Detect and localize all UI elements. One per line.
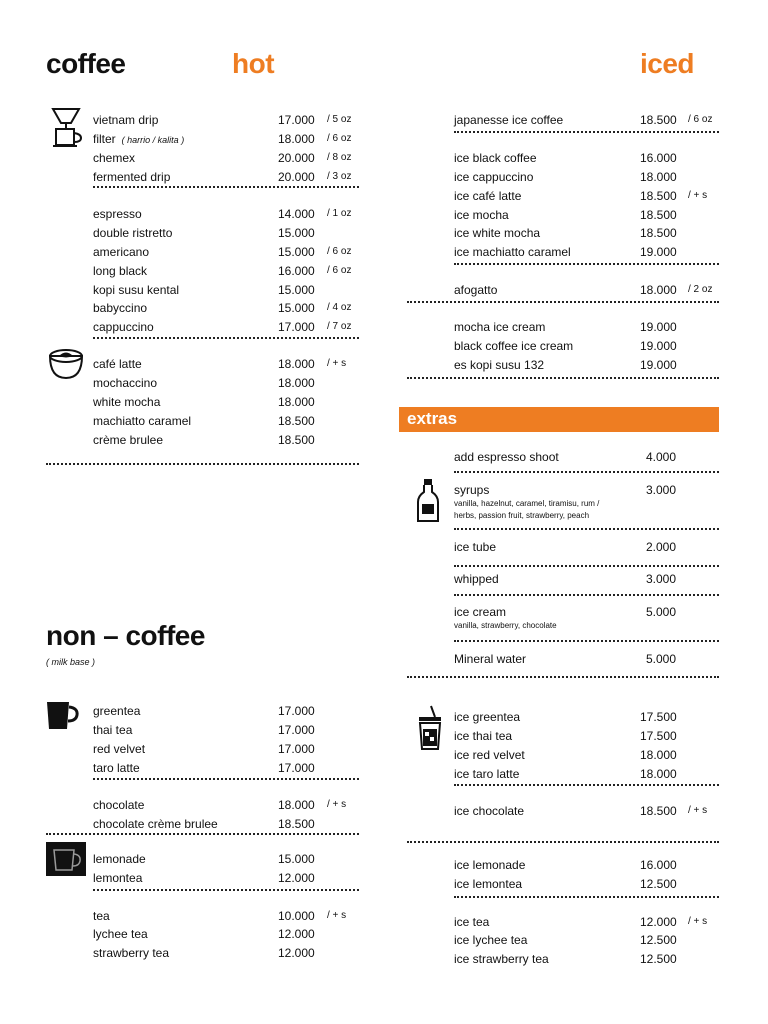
item-name-text: strawberry tea bbox=[93, 946, 170, 960]
menu-item bbox=[93, 740, 367, 758]
item-name-text: ice cappuccino bbox=[454, 170, 534, 184]
extra-description: herbs, passion fruit, strawberry, peach bbox=[454, 511, 590, 520]
item-name-text: ice tea bbox=[454, 915, 490, 929]
item-name-text: ice café latte bbox=[454, 189, 522, 203]
menu-item bbox=[93, 355, 367, 373]
extra-name: add espresso shoot bbox=[454, 450, 559, 464]
item-name bbox=[454, 746, 525, 764]
item-name bbox=[93, 944, 169, 962]
extra-item bbox=[454, 650, 684, 668]
mug-icon bbox=[44, 698, 80, 732]
item-price: 18.000 bbox=[278, 376, 315, 390]
item-price: 12.500 bbox=[640, 933, 677, 947]
menu-item bbox=[93, 702, 367, 720]
item-name bbox=[454, 149, 537, 167]
item-name bbox=[93, 907, 110, 925]
item-name bbox=[454, 356, 544, 374]
menu-item bbox=[93, 925, 367, 943]
item-name-text: lychee tea bbox=[93, 927, 148, 941]
item-size: / 6 oz bbox=[327, 265, 352, 276]
divider bbox=[454, 636, 719, 644]
menu-item bbox=[93, 224, 367, 242]
item-name-text: americano bbox=[93, 245, 150, 259]
divider bbox=[454, 467, 719, 475]
item-price: 15.000 bbox=[278, 301, 315, 315]
extra-price: 4.000 bbox=[646, 450, 677, 464]
item-name bbox=[454, 802, 524, 820]
item-name-text: chocolate crème brulee bbox=[93, 817, 218, 831]
item-name-text: ice red velvet bbox=[454, 748, 525, 762]
item-name-text: kopi susu kental bbox=[93, 283, 180, 297]
item-name bbox=[93, 111, 158, 129]
item-name bbox=[93, 130, 184, 149]
item-size: / 4 oz bbox=[327, 302, 352, 313]
item-size: / 7 oz bbox=[327, 321, 352, 332]
menu-item bbox=[454, 168, 728, 186]
divider bbox=[454, 590, 719, 598]
menu-item bbox=[454, 727, 728, 745]
item-price: 18.000 bbox=[278, 132, 315, 146]
item-price: 19.000 bbox=[640, 245, 677, 259]
menu-item bbox=[454, 206, 728, 224]
menu-item bbox=[454, 950, 728, 968]
item-price: 15.000 bbox=[278, 245, 315, 259]
item-size: / + s bbox=[688, 190, 708, 201]
extra-name: Mineral water bbox=[454, 652, 527, 666]
divider bbox=[46, 829, 359, 837]
item-size: / + s bbox=[688, 805, 708, 816]
menu-item bbox=[454, 708, 728, 726]
divider bbox=[454, 259, 719, 267]
divider bbox=[407, 297, 719, 305]
menu-item bbox=[93, 130, 367, 148]
item-size: / 8 oz bbox=[327, 152, 352, 163]
bottle-icon bbox=[416, 478, 440, 524]
item-price: 18.000 bbox=[640, 767, 677, 781]
item-name bbox=[454, 875, 522, 893]
divider bbox=[93, 774, 359, 782]
extra-name: ice cream bbox=[454, 605, 507, 619]
item-name bbox=[454, 708, 520, 726]
item-price: 17.500 bbox=[640, 710, 677, 724]
divider bbox=[454, 127, 719, 135]
item-price: 18.500 bbox=[640, 804, 677, 818]
item-name-text: tea bbox=[93, 909, 110, 923]
extra-description: vanilla, strawberry, chocolate bbox=[454, 621, 557, 630]
extra-item bbox=[454, 538, 684, 556]
menu-item bbox=[93, 431, 367, 449]
item-price: 18.500 bbox=[278, 414, 315, 428]
divider bbox=[407, 837, 719, 845]
menu-item bbox=[93, 944, 367, 962]
menu-item bbox=[454, 356, 728, 374]
item-price: 19.000 bbox=[640, 320, 677, 334]
milk-base-note: ( milk base ) bbox=[46, 657, 96, 667]
item-name bbox=[454, 206, 509, 224]
menu-item bbox=[93, 374, 367, 392]
glass-cup-icon bbox=[46, 842, 86, 876]
item-price: 19.000 bbox=[640, 339, 677, 353]
menu-item bbox=[93, 243, 367, 261]
extra-price: 2.000 bbox=[646, 540, 677, 554]
menu-item bbox=[93, 393, 367, 411]
item-name-text: ice greentea bbox=[454, 710, 521, 724]
item-name-text: lemonade bbox=[93, 852, 146, 866]
item-name-text: ice machiatto caramel bbox=[454, 245, 571, 259]
item-price: 18.500 bbox=[640, 208, 677, 222]
item-name bbox=[93, 205, 142, 223]
extra-item bbox=[454, 481, 684, 499]
menu-item bbox=[454, 187, 728, 205]
item-price: 18.500 bbox=[640, 189, 677, 203]
item-name-text: machiatto caramel bbox=[93, 414, 192, 428]
item-name-text: babyccino bbox=[93, 301, 148, 315]
menu-item bbox=[454, 913, 728, 931]
item-name bbox=[454, 224, 540, 242]
divider bbox=[407, 672, 719, 680]
menu-item bbox=[93, 111, 367, 129]
menu-item bbox=[93, 721, 367, 739]
item-name-text: ice lychee tea bbox=[454, 933, 528, 947]
item-price: 18.000 bbox=[640, 283, 677, 297]
item-name bbox=[454, 187, 521, 205]
item-size: / 6 oz bbox=[327, 246, 352, 257]
item-name-text: ice chocolate bbox=[454, 804, 525, 818]
menu-item bbox=[454, 337, 728, 355]
latte-art-icon bbox=[48, 346, 84, 380]
divider bbox=[454, 892, 719, 900]
menu-item bbox=[93, 262, 367, 280]
item-name-text: es kopi susu 132 bbox=[454, 358, 545, 372]
menu-item bbox=[454, 931, 728, 949]
item-name-text: chemex bbox=[93, 151, 136, 165]
item-price: 16.000 bbox=[640, 858, 677, 872]
item-name bbox=[454, 950, 549, 968]
item-name bbox=[93, 925, 148, 943]
menu-item bbox=[93, 850, 367, 868]
divider bbox=[93, 885, 359, 893]
item-name-text: lemontea bbox=[93, 871, 143, 885]
item-name bbox=[93, 281, 179, 299]
item-name-text: ice white mocha bbox=[454, 226, 541, 240]
menu-item bbox=[454, 802, 728, 820]
iced-heading: iced bbox=[640, 48, 695, 79]
item-name bbox=[454, 727, 512, 745]
item-name-text: ice mocha bbox=[454, 208, 509, 222]
item-size: / + s bbox=[327, 910, 347, 921]
item-price: 18.500 bbox=[278, 817, 315, 831]
item-name bbox=[454, 318, 545, 336]
menu-item bbox=[93, 796, 367, 814]
item-price: 15.000 bbox=[278, 852, 315, 866]
extras-heading: extras bbox=[407, 409, 458, 428]
item-price: 12.000 bbox=[278, 927, 315, 941]
extra-price: 3.000 bbox=[646, 483, 677, 497]
menu-item bbox=[93, 412, 367, 430]
item-name bbox=[93, 262, 147, 280]
item-price: 12.500 bbox=[640, 952, 677, 966]
extras-banner bbox=[399, 407, 719, 432]
item-name bbox=[93, 796, 144, 814]
item-name-text: crème brulee bbox=[93, 433, 164, 447]
item-name bbox=[93, 224, 172, 242]
item-price: 12.000 bbox=[278, 946, 315, 960]
pour-over-icon bbox=[49, 105, 85, 149]
item-price: 19.000 bbox=[640, 358, 677, 372]
item-name bbox=[454, 931, 527, 949]
divider bbox=[407, 373, 719, 381]
item-name-text: greentea bbox=[93, 704, 141, 718]
item-name bbox=[93, 374, 157, 392]
item-name-text: thai tea bbox=[93, 723, 133, 737]
hot-heading: hot bbox=[232, 48, 275, 79]
item-name bbox=[454, 168, 533, 186]
item-name bbox=[93, 393, 160, 411]
item-name-text: ice lemonade bbox=[454, 858, 526, 872]
item-name bbox=[93, 431, 163, 449]
item-price: 12.500 bbox=[640, 877, 677, 891]
item-price: 18.000 bbox=[640, 748, 677, 762]
item-name-text: ice taro latte bbox=[454, 767, 520, 781]
menu-item bbox=[454, 746, 728, 764]
item-price: 17.000 bbox=[278, 113, 315, 127]
menu-item bbox=[93, 281, 367, 299]
item-price: 18.500 bbox=[640, 226, 677, 240]
item-price: 18.000 bbox=[278, 357, 315, 371]
item-name-text: ice lemontea bbox=[454, 877, 523, 891]
item-price: 17.500 bbox=[640, 729, 677, 743]
extra-name: syrups bbox=[454, 483, 490, 497]
item-price: 14.000 bbox=[278, 207, 315, 221]
item-name-text: white mocha bbox=[93, 395, 161, 409]
item-size: / 1 oz bbox=[327, 208, 352, 219]
divider bbox=[93, 333, 359, 341]
item-name-text: mochaccino bbox=[93, 376, 158, 390]
item-name-text: cappuccino bbox=[93, 320, 154, 334]
item-name bbox=[93, 412, 191, 430]
item-name-text: ice strawberry tea bbox=[454, 952, 549, 966]
item-name-text: ice thai tea bbox=[454, 729, 513, 743]
item-price: 12.000 bbox=[278, 871, 315, 885]
item-note: ( harrio / kalita ) bbox=[121, 135, 185, 145]
divider bbox=[46, 459, 359, 467]
item-price: 17.000 bbox=[278, 704, 315, 718]
extra-price: 5.000 bbox=[646, 605, 677, 619]
item-size: / 6 oz bbox=[688, 114, 713, 125]
item-name bbox=[93, 243, 149, 261]
item-price: 15.000 bbox=[278, 283, 315, 297]
item-price: 18.000 bbox=[278, 798, 315, 812]
item-name bbox=[93, 299, 147, 317]
item-name bbox=[93, 702, 140, 720]
item-price: 10.000 bbox=[278, 909, 315, 923]
item-price: 17.000 bbox=[278, 723, 315, 737]
item-name-text: filter bbox=[93, 132, 116, 146]
menu-item bbox=[454, 856, 728, 874]
item-size: / + s bbox=[327, 358, 347, 369]
item-name bbox=[93, 721, 132, 739]
item-name bbox=[454, 913, 489, 931]
item-price: 17.000 bbox=[278, 320, 315, 334]
divider bbox=[454, 524, 719, 532]
item-name-text: japanesse ice coffee bbox=[454, 113, 564, 127]
item-name bbox=[93, 850, 146, 868]
item-price: 16.000 bbox=[278, 264, 315, 278]
item-name-text: espresso bbox=[93, 207, 142, 221]
item-name-text: fermented drip bbox=[93, 170, 171, 184]
extra-description: vanilla, hazelnut, caramel, tiramisu, rum / bbox=[454, 499, 600, 508]
menu-item bbox=[454, 149, 728, 167]
item-price: 18.000 bbox=[640, 170, 677, 184]
item-name-text: taro latte bbox=[93, 761, 140, 775]
divider bbox=[93, 182, 359, 190]
menu-item bbox=[454, 875, 728, 893]
item-name bbox=[454, 337, 573, 355]
item-name-text: black coffee ice cream bbox=[454, 339, 574, 353]
extra-item bbox=[454, 448, 684, 466]
item-name-text: ice black coffee bbox=[454, 151, 537, 165]
menu-item bbox=[454, 318, 728, 336]
item-size: / 5 oz bbox=[327, 114, 352, 125]
extra-item bbox=[454, 570, 684, 588]
item-size: / 2 oz bbox=[688, 284, 713, 295]
menu-item bbox=[93, 205, 367, 223]
extra-price: 5.000 bbox=[646, 652, 677, 666]
item-size: / 6 oz bbox=[327, 133, 352, 144]
item-name-text: afogatto bbox=[454, 283, 498, 297]
item-price: 20.000 bbox=[278, 151, 315, 165]
item-name-text: red velvet bbox=[93, 742, 146, 756]
item-size: / + s bbox=[688, 916, 708, 927]
item-size: / + s bbox=[327, 799, 347, 810]
item-price: 16.000 bbox=[640, 151, 677, 165]
item-size: / 3 oz bbox=[327, 171, 352, 182]
item-name-text: long black bbox=[93, 264, 148, 278]
item-price: 15.000 bbox=[278, 226, 315, 240]
item-name bbox=[93, 355, 142, 373]
item-price: 17.000 bbox=[278, 742, 315, 756]
item-price: 18.500 bbox=[278, 433, 315, 447]
extra-item bbox=[454, 603, 684, 621]
non-coffee-heading: non – coffee bbox=[46, 620, 205, 651]
item-name bbox=[93, 149, 135, 167]
item-price: 20.000 bbox=[278, 170, 315, 184]
item-name-text: vietnam drip bbox=[93, 113, 159, 127]
item-name-text: café latte bbox=[93, 357, 142, 371]
iced-drink-icon bbox=[417, 705, 443, 751]
divider bbox=[454, 780, 719, 788]
item-price: 17.000 bbox=[278, 761, 315, 775]
extra-name: whipped bbox=[454, 572, 499, 586]
item-name bbox=[454, 856, 525, 874]
menu-item bbox=[93, 299, 367, 317]
item-price: 18.000 bbox=[278, 395, 315, 409]
item-name-text: mocha ice cream bbox=[454, 320, 546, 334]
item-name-text: chocolate bbox=[93, 798, 145, 812]
extra-price: 3.000 bbox=[646, 572, 677, 586]
menu-item bbox=[93, 149, 367, 167]
extra-name: ice tube bbox=[454, 540, 497, 554]
menu-item bbox=[93, 907, 367, 925]
item-name bbox=[93, 740, 145, 758]
item-price: 18.500 bbox=[640, 113, 677, 127]
menu-item bbox=[454, 224, 728, 242]
item-price: 12.000 bbox=[640, 915, 677, 929]
coffee-heading: coffee bbox=[46, 48, 126, 79]
item-name-text: double ristretto bbox=[93, 226, 173, 240]
divider bbox=[454, 561, 719, 569]
